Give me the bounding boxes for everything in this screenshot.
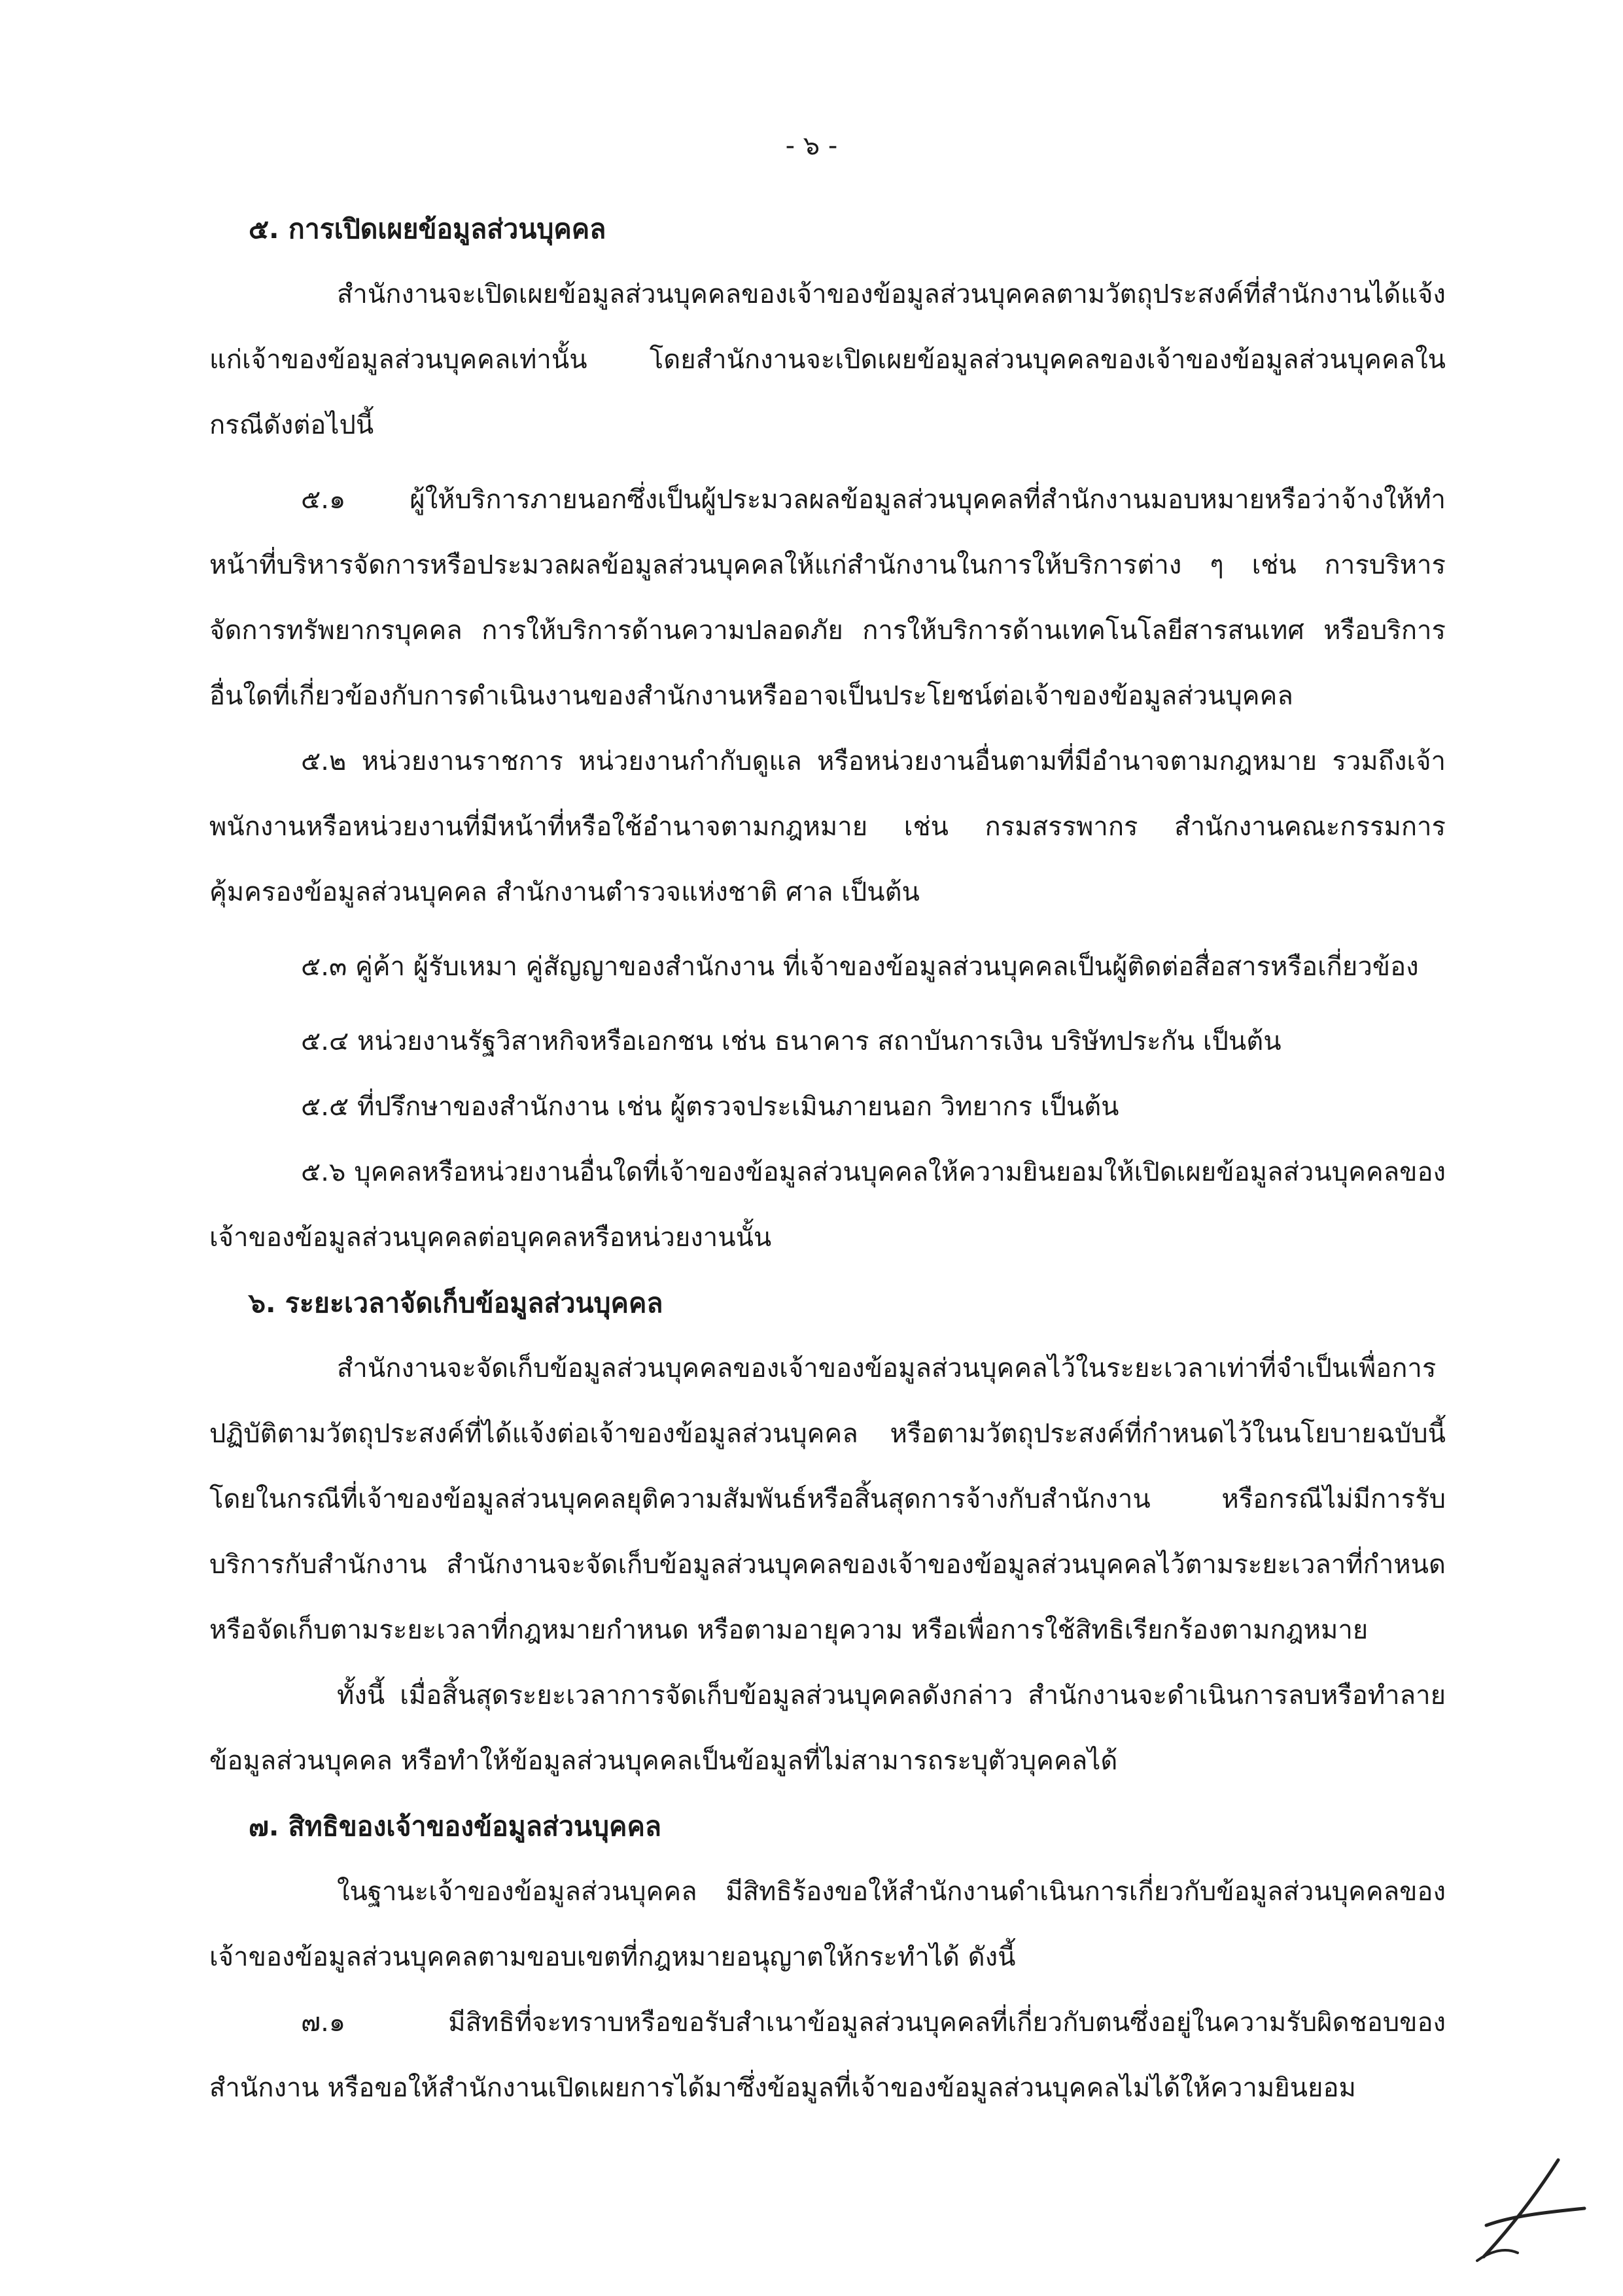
signature-mark <box>1472 2152 1596 2263</box>
document-body <box>209 196 1446 2121</box>
section-5-item-6: ๕.๖ บุคคลหรือหน่วยงานอื่นใดที่เจ้าของข้อมูลส่วนบุคคลให้ความยินยอมให้เปิดเผยข้อมูลส่วนบุคคลของเจ้าของข้อมูลส่วนบุคคลต่อบุคคลหรือหน่วยงานนั้น <box>209 1157 1446 1253</box>
section-5-heading: ๕. การเปิดเผยข้อมูลส่วนบุคคล <box>249 213 606 245</box>
section-5-item-2: ๕.๒ หน่วยงานราชการ หน่วยงานกำกับดูแล หรือหน่วยงานอื่นตามที่มีอำนาจตามกฎหมาย รวมถึงเจ้าพนักงานหรือหน่วยงานที่มีหน้าที่หรือใช้อำนาจตามกฎหมาย เช่น กรมสรรพากร สำนักงานคณะกรรมการคุ้มครองข้อมูลส่วนบุคคล สำนักงานตำรวจแห่งชาติ ศาล เป็นต้น <box>209 746 1446 907</box>
section-7-heading: ๗. สิทธิของเจ้าของข้อมูลส่วนบุคคล <box>249 1811 662 1842</box>
section-6-heading: ๖. ระยะเวลาจัดเก็บข้อมูลส่วนบุคคล <box>249 1287 663 1319</box>
section-5-item-5: ๕.๕ ที่ปรึกษาของสำนักงาน เช่น ผู้ตรวจประเมินภายนอก วิทยากร เป็นต้น <box>301 1092 1119 1122</box>
section-7-intro: ในฐานะเจ้าของข้อมูลส่วนบุคคล มีสิทธิร้องขอให้สำนักงานดำเนินการเกี่ยวกับข้อมูลส่วนบุคคลของเจ้าของข้อมูลส่วนบุคคลตามขอบเขตที่กฎหมายอนุญาตให้กระทำได้ ดังนี้ <box>209 1877 1446 1972</box>
section-5-item-4: ๕.๔ หน่วยงานรัฐวิสาหกิจหรือเอกชน เช่น ธนาคาร สถาบันการเงิน บริษัทประกัน เป็นต้น <box>301 1026 1282 1056</box>
section-5-item-1: ๕.๑ ผู้ให้บริการภายนอกซึ่งเป็นผู้ประมวลผลข้อมูลส่วนบุคคลที่สำนักงานมอบหมายหรือว่าจ้างให้ทำหน้าที่บริหารจัดการหรือประมวลผลข้อมูลส่วนบุคคลให้แก่สำนักงานในการให้บริการต่าง ๆ เช่น การบริหารจัดการทรัพยากรบุคคล การให้บริการด้านความปลอดภัย การให้บริการด้านเทคโนโลยีสารสนเทศ หรือบริการอื่นใดที่เกี่ยวข้องกับการดำเนินงานของสำนักงานหรืออาจเป็นประโยชน์ต่อเจ้าของข้อมูลส่วนบุคคล <box>209 485 1446 711</box>
section-5-item-3: ๕.๓ คู่ค้า ผู้รับเหมา คู่สัญญาของสำนักงาน ที่เจ้าของข้อมูลส่วนบุคคลเป็นผู้ติดต่อสื่อสารหรือเกี่ยวข้อง <box>301 952 1419 982</box>
section-6-paragraph-2: ทั้งนี้ เมื่อสิ้นสุดระยะเวลาการจัดเก็บข้อมูลส่วนบุคคลดังกล่าว สำนักงานจะดำเนินการลบหรือทำลายข้อมูลส่วนบุคคล หรือทำให้ข้อมูลส่วนบุคคลเป็นข้อมูลที่ไม่สามารถระบุตัวบุคคลได้ <box>209 1680 1446 1776</box>
section-6-paragraph-1: สำนักงานจะจัดเก็บข้อมูลส่วนบุคคลของเจ้าของข้อมูลส่วนบุคคลไว้ในระยะเวลาเท่าที่จำเป็นเพื่อการปฏิบัติตามวัตถุประสงค์ที่ได้แจ้งต่อเจ้าของข้อมูลส่วนบุคคล หรือตามวัตถุประสงค์ที่กำหนดไว้ในนโยบายฉบับนี้ โดยในกรณีที่เจ้าของข้อมูลส่วนบุคคลยุติความสัมพันธ์หรือสิ้นสุดการจ้างกับสำนักงาน หรือกรณีไม่มีการรับบริการกับสำนักงาน สำนักงานจะจัดเก็บข้อมูลส่วนบุคคลของเจ้าของข้อมูลส่วนบุคคลไว้ตามระยะเวลาที่กำหนด หรือจัดเก็บตามระยะเวลาที่กฎหมายกำหนด หรือตามอายุความ หรือเพื่อการใช้สิทธิเรียกร้องตามกฎหมาย <box>209 1353 1446 1645</box>
section-5-intro: สำนักงานจะเปิดเผยข้อมูลส่วนบุคคลของเจ้าของข้อมูลส่วนบุคคลตามวัตถุประสงค์ที่สำนักงานได้แจ้งแก่เจ้าของข้อมูลส่วนบุคคลเท่านั้น โดยสำนักงานจะเปิดเผยข้อมูลส่วนบุคคลของเจ้าของข้อมูลส่วนบุคคลในกรณีดังต่อไปนี้ <box>209 279 1446 440</box>
section-7-item-1: ๗.๑ มีสิทธิที่จะทราบหรือขอรับสำเนาข้อมูลส่วนบุคคลที่เกี่ยวกับตนซึ่งอยู่ในความรับผิดชอบของสำนักงาน หรือขอให้สำนักงานเปิดเผยการได้มาซึ่งข้อมูลที่เจ้าของข้อมูลส่วนบุคคลไม่ได้ให้ความยินยอม <box>209 2008 1446 2103</box>
page-number: - ๖ - <box>785 131 838 161</box>
